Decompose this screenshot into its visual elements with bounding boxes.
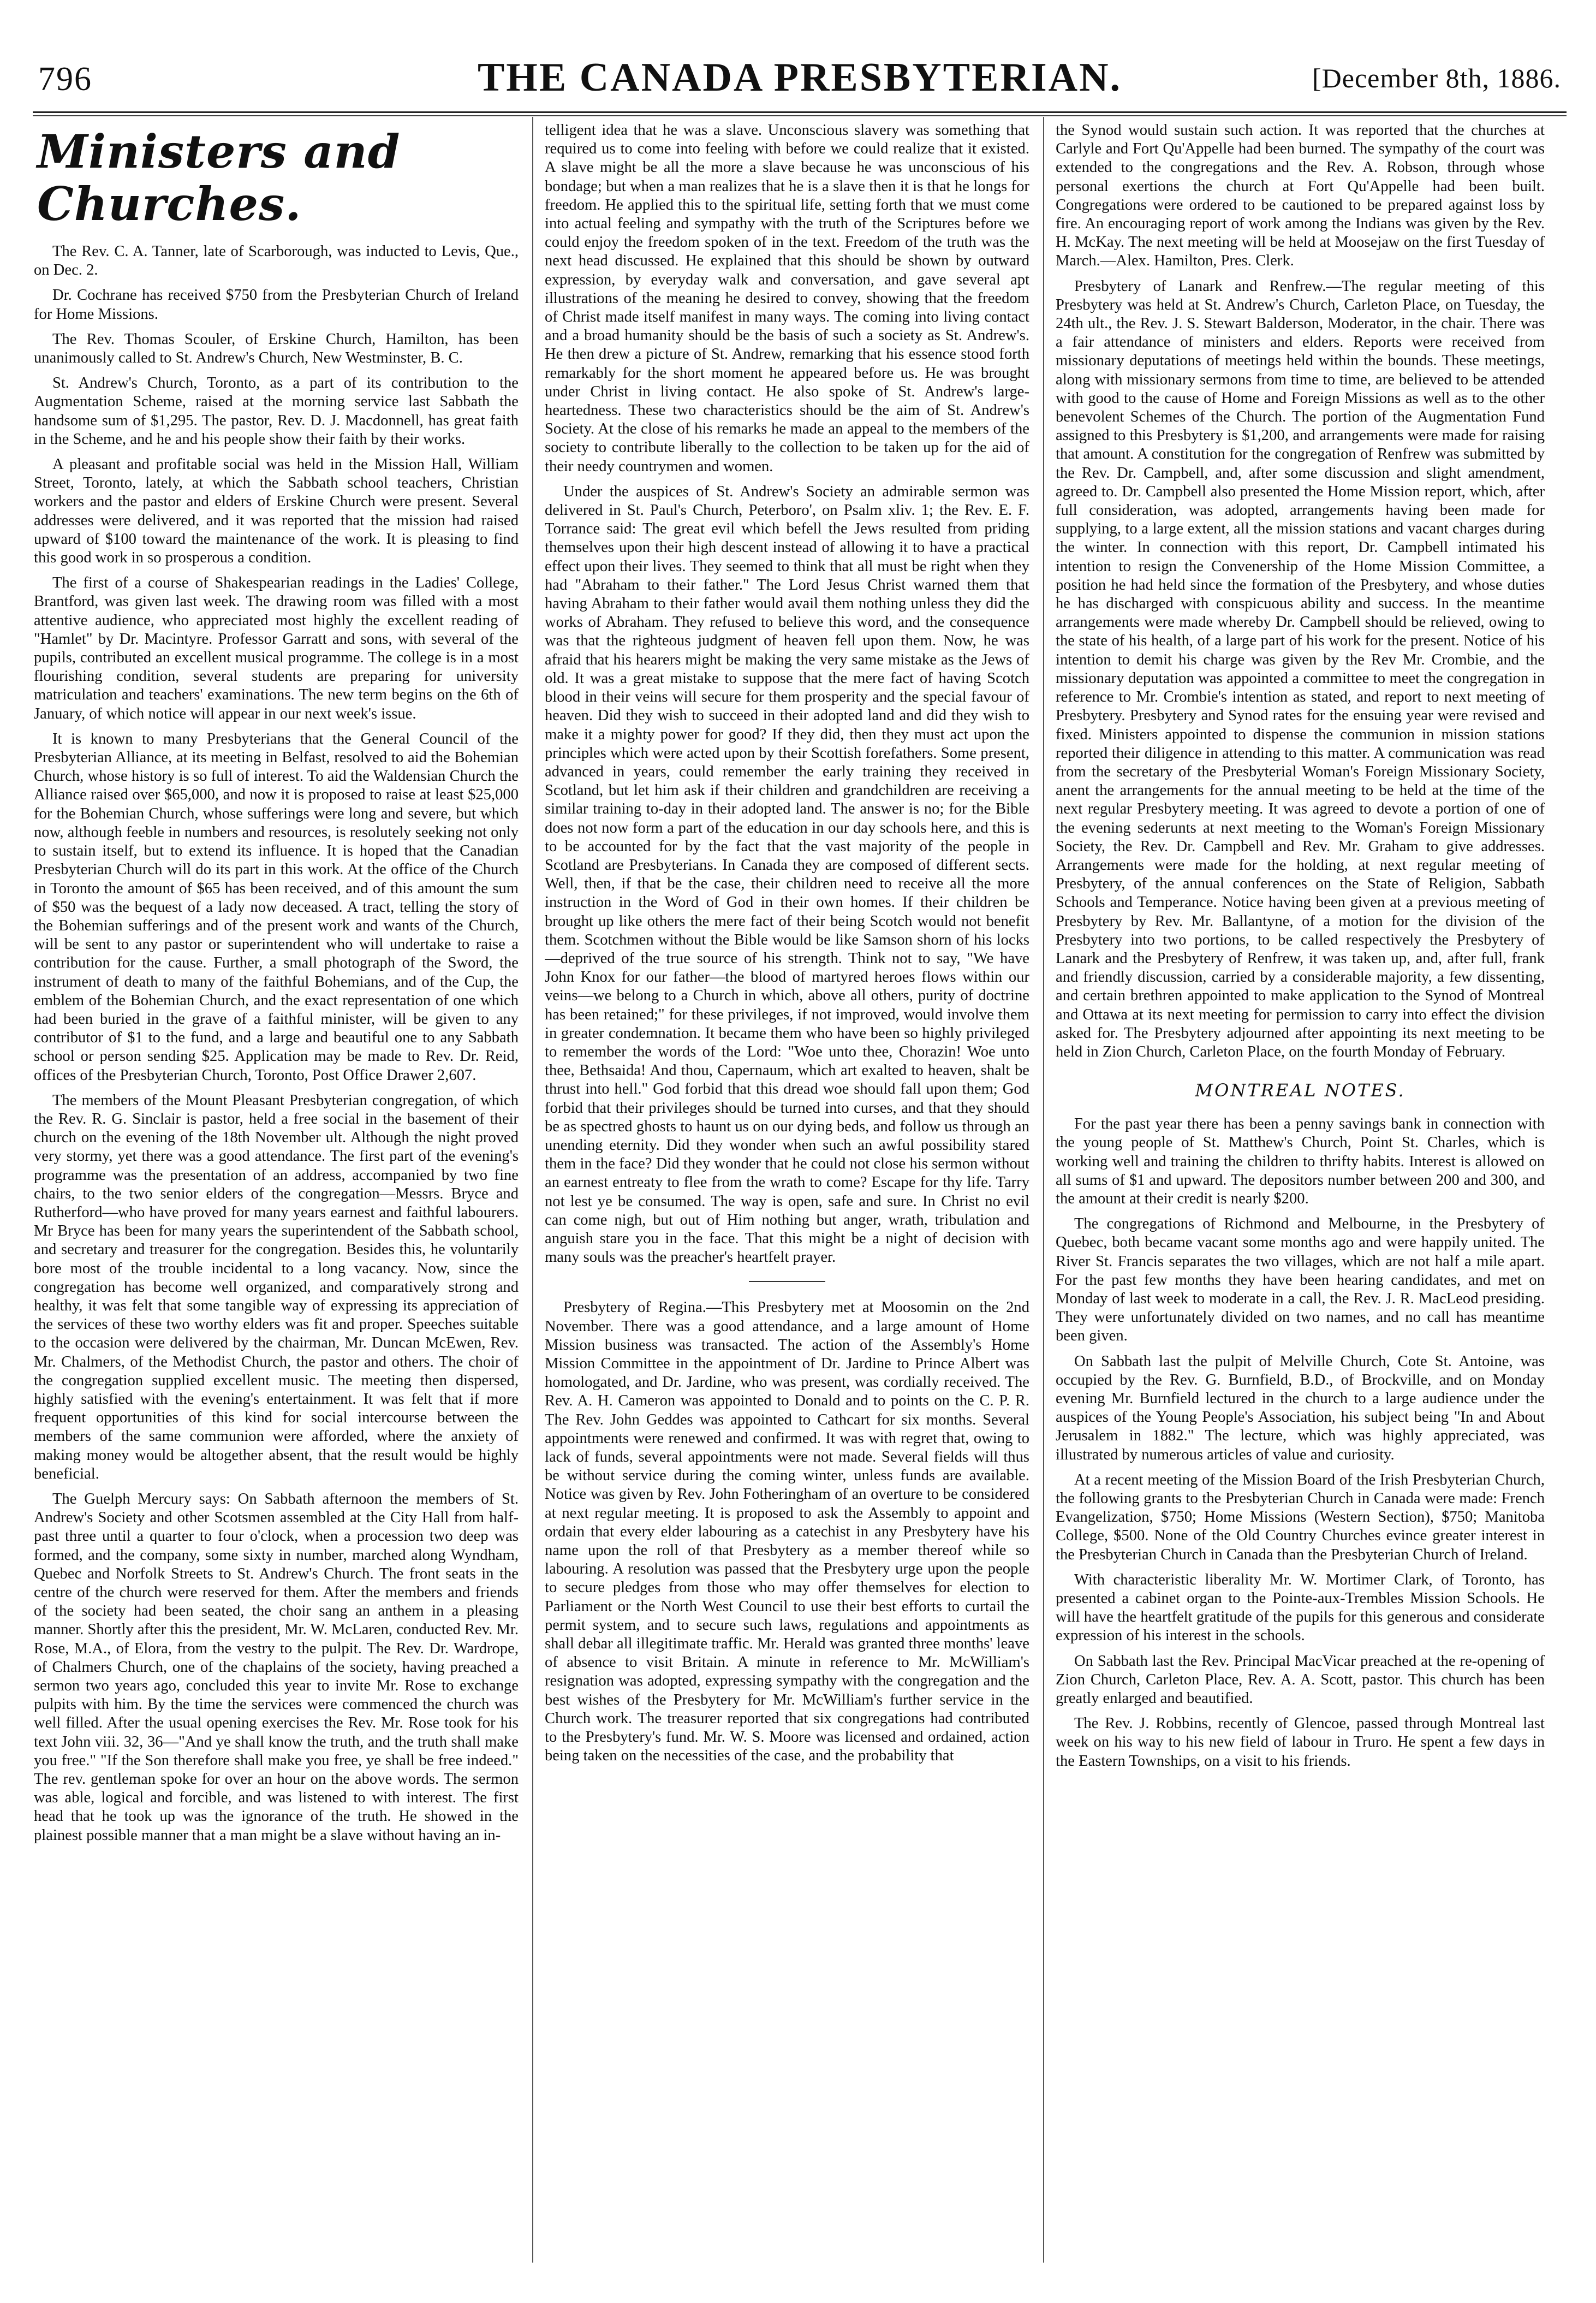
section-divider bbox=[749, 1281, 825, 1282]
column-2 bbox=[545, 121, 1029, 2262]
subsection-title: MONTREAL NOTES. bbox=[1195, 1080, 1406, 1101]
news-item: The Guelph Mercury says: On Sabbath afternoon the members of St. Andrew's Society and other Scotsmen assembled at the City Hall from half-past three until a quarter to four o'clock, when a procession two deep was formed, and the company, some sixty in number, marched along Wyndham, Quebec and Norfolk Streets to St. Andrew's Church. The front seats in the centre of the church were reserved for them. After the members and friends of the society had been seated, the choir sang an anthem in a pleasing manner. Shortly after this the president, Mr. W. McLaren, conducted Rev. Mr. Rose, M.A., of Elora, from the vestry to the pulpit. The Rev. Dr. Wardrope, of Chalmers Church, one of the chaplains of the society, having preached a sermon two years ago, concluded this year to invite Mr. Rose to exchange pulpits with him. By the time the services were commenced the church was well filled. After the usual opening exercises the Rev. Mr. Rose took for his text John viii. 32, 36—"And ye shall know the truth, and the truth shall make you free." "If the Son therefore shall make you free, ye shall be free indeed." The rev. gentleman spoke for over an hour on the above words. The sermon was able, logical and forcible, and was listened to with interest. The first head that he took up was the ignorance of the truth. He showed in the plainest possible manner that a man might be a slave without having an in- bbox=[34, 1491, 519, 1844]
column-divider bbox=[532, 117, 533, 2263]
news-item: The congregations of Richmond and Melbourne, in the Presbytery of Quebec, both became vacant some months ago and were happily united. The River St. Francis separates the two villages, which are not half a mile apart. For the past few months they have been hearing candidates, and met on Monday of last week to moderate in a call, the Rev. J. R. MacLeod presiding. They were unfortunately divided on two names, and no call has meantime been given. bbox=[1056, 1215, 1545, 1345]
header-rule-thin bbox=[33, 115, 1567, 116]
news-item: On Sabbath last the pulpit of Melville Church, Cote St. Antoine, was occupied by the Rev. G. Burnfield, B.D., of Brockville, and on Monday evening Mr. Burnfield lectured in the church to a large audience under the auspices of the Young People's Association, his subject being "In and About Jerusalem in 1882." The lecture, which was highly appreciated, was illustrated by numerous articles of value and curiosity. bbox=[1056, 1352, 1545, 1463]
page-header bbox=[33, 26, 1567, 108]
news-item: The Rev. Thomas Scouler, of Erskine Church, Hamilton, has been unanimously called to St. Andrew's Church, New Westminster, B. C. bbox=[34, 330, 519, 367]
news-item: The first of a course of Shakespearian readings in the Ladies' College, Brantford, was given last week. The drawing room was filled with a most attentive audience, who appreciated most highly the excellent reading of "Hamlet" by Dr. Macintyre. Professor Garratt and sons, with several of the pupils, contributed an excellent musical programme. The college is in a most flourishing condition, several students are preparing for university matriculation and teachers' examinations. The new term begins on the 6th of January, of which notice will appear in our next week's issue. bbox=[34, 574, 519, 722]
section-title: Ministers and Churches. bbox=[37, 124, 401, 231]
issue-date: [December 8th, 1886. bbox=[1312, 63, 1561, 93]
news-item: Under the auspices of St. Andrew's Society an admirable sermon was delivered in St. Paul's Church, Peterboro', on Psalm xliv. 1; the Rev. E. F. Torrance said: The great evil which befell the Jews resulted from priding themselves upon their high descent instead of allowing it to have a practical effect upon their lives. They seemed to think that all must be right when they had "Abraham to their father." The Lord Jesus Christ warned them that having Abraham to their father would avail them nothing unless they did the works of Abraham. They refused to believe this word, and the consequence was that the righteous judgment of heaven fell upon them. Now, he was afraid that his hearers might be making the very same mistake as the Jews of old. It was a great mistake to suppose that the mere fact of having Scotch blood in their veins will secure for them prosperity and the special favour of heaven. Did they wish to succeed in their adopted land and did they wish to make it a mighty power for good? If they did, then they must act upon the principles which were acted upon by their Scottish forefathers. Some present, advanced in years, could remember the early training they received in Scotland, but let him ask if their children and grandchildren are receiving a similar training to-day in their adopted land. The answer is no; for the Bible does not now form a part of the education in our day schools here, and this is to be accounted for by the fact that the vast majority of the people in Scotland are Presbyterians. In Canada they are composed of different sects. Well, then, if that be the case, their children need to receive all the more instruction in the Word of God in their own homes. If their children be brought up like others the mere fact of their being Scotch would not benefit them. Scotchmen without the Bible would be like Samson shorn of his locks—deprived of the true source of his strength. Think not to say, "We have John Knox for our father—the blood of martyred heroes flows within our veins—we belong to a Church in which, above all others, purity of doctrine has been retained;" for these privileges, if not improved, would involve them in greater condemnation. It became them who have been so highly privileged to remember the words of the Lord: "Woe unto thee, Chorazin! Woe unto thee, Bethsaida! And thou, Capernaum, which art exalted to heaven, shalt be thrust into hell." God forbid that this dread woe should fall upon them; God forbid that their privileges should be turned into curses, and that they should be as spectred ghosts to haunt us on our dying beds, and follow us through an unending eternity. Did they wonder when such an awful possibility stared them in the face? Did they wonder that he could not close his sermon without an earnest entreaty to flee from the wrath to come? Escape for thy life. Tarry not lest ye be consumed. The way is open, safe and sure. In Christ no evil can come nigh, but out of Him nothing but anger, wrath, tribulation and anguish stare you in the face. That this might be a night of decision with many souls was the preacher's heartfelt prayer. bbox=[545, 483, 1029, 1266]
page-number: 796 bbox=[38, 61, 92, 98]
presbytery-report-continued: the Synod would sustain such action. It was reported that the churches at Carlyle and Fort Qu'Appelle had been burned. The sympathy of the court was extended to the congregations and the Rev. A. Robson, through whose personal exertions the church at Fort Qu'Appelle had been built. Congregations were ordered to be cautioned to be prepared against loss by fire. An encouraging report of work among the Indians was given by the Rev. H. McKay. The next meeting will be held at Moosejaw on the first Tuesday of March.—Alex. Hamilton, Pres. Clerk. bbox=[1056, 122, 1545, 270]
presbytery-report: Presbytery of Regina.—This Presbytery met at Moosomin on the 2nd November. There was a good attendance, and a large amount of Home Mission business was transacted. The action of the Assembly's Home Mission Committee in the appointment of Dr. Jardine to Prince Albert was homologated, and Dr. Jardine, who was present, was cordially received. The Rev. A. H. Cameron was appointed to Donald and to points on the C. P. R. The Rev. John Geddes was appointed to Cathcart for six months. Several appointments were renewed and confirmed. It was with regret that, owing to lack of funds, several appointments were not made. Several fields will thus be without service during the coming winter, unless funds are available. Notice was given by Rev. John Fotheringham of an overture to be considered at next regular meeting. It is proposed to ask the Assembly to appoint and ordain that every elder labouring as a catechist in any Presbytery have his name upon the roll of that Presbytery as a member thereof while so labouring. A resolution was passed that the Presbytery urge upon the people to secure pledges from those who may offer themselves for election to Parliament or the North West Council to use their best efforts to curtail the permit system, and to secure such laws, regulations and appointments as shall debar all illegitimate traffic. Mr. Herald was granted three months' leave of absence to visit Britain. A minute in reference to Mr. McWilliam's resignation was adopted, expressing sympathy with the congregation and the best wishes of the Presbytery for Mr. McWilliam's further service in the Church work. The treasurer reported that six congregations had contributed to the Presbytery's fund. Mr. W. S. Moore was licensed and ordained, action being taken on the necessities of the case, and the probability that bbox=[545, 1299, 1029, 1765]
news-item: Dr. Cochrane has received $750 from the Presbyterian Church of Ireland for Home Missions. bbox=[34, 287, 519, 323]
masthead-title: THE CANADA PRESBYTERIAN. bbox=[477, 55, 1122, 100]
news-item: The Rev. C. A. Tanner, late of Scarborough, was inducted to Levis, Que., on Dec. 2. bbox=[34, 243, 519, 279]
news-item: On Sabbath last the Rev. Principal MacVicar preached at the re-opening of Zion Church, Carleton Place, Rev. A. A. Scott, pastor. This church has been greatly enlarged and beautified. bbox=[1056, 1652, 1545, 1707]
news-item: With characteristic liberality Mr. W. Mortimer Clark, of Toronto, has presented a cabinet organ to the Pointe-aux-Trembles Mission Schools. He will have the heartfelt gratitude of the pupils for this generous and considerate expression of his interest in the schools. bbox=[1056, 1571, 1545, 1645]
news-item: At a recent meeting of the Mission Board of the Irish Presbyterian Church, the following grants to the Presbyterian Church in Canada were made: French Evangelization, $750; Home Missions (Western Section), $750; Manitoba College, $500. None of the Old Country Churches evince greater interest in the Presbyterian Church in Canada than the Presbyterian Church of Ireland. bbox=[1056, 1471, 1545, 1563]
news-item: For the past year there has been a penny savings bank in connection with the young people of St. Matthew's Church, Point St. Charles, which is working well and training the children to thrifty habits. Interest is allowed on all sums of $1 and upward. The depositors number between 200 and 300, and the amount at their credit is nearly $200. bbox=[1056, 1115, 1545, 1207]
column-divider bbox=[1043, 117, 1044, 2263]
column-1 bbox=[34, 121, 519, 2262]
news-item: St. Andrew's Church, Toronto, as a part of its contribution to the Augmentation Scheme, raised at the morning service last Sabbath the handsome sum of $1,295. The pastor, Rev. D. J. Macdonnell, has great faith in the Scheme, and he and his people show their faith by their works. bbox=[34, 375, 519, 448]
news-item: The members of the Mount Pleasant Presbyterian congregation, of which the Rev. R. G. Sinclair is pastor, held a free social in the basement of their church on the evening of the 18th November ult. Although the night proved very stormy, yet there was a good attendance. The first part of the evening's programme was the presentation of an address, accompanied by two fine chairs, to the two senior elders of the congregation—Messrs. Bryce and Rutherford—who have proved for many years earnest and faithful labourers. Mr Bryce has been for many years the superintendent of the Sabbath school, and secretary and treasurer for the congregation. Besides this, he voluntarily bore most of the trouble incidental to a long vacancy. Now, since the congregation has become well organized, and comparatively strong and healthy, it was felt that some tangible way of expressing its appreciation of the services of these two worthy elders was fit and proper. Speeches suitable to the occasion were delivered by the chairman, Mr. Duncan McEwen, Rev. Mr. Chalmers, of the Methodist Church, the pastor and others. The choir of the congregation supplied excellent music. The meeting then dispersed, highly satisfied with the evening's entertainment. It was felt that if more frequent opportunities of this kind for social intercourse between the members of the same communion were afforded, where the anxiety of making money would be altogether absent, that the result would be highly beneficial. bbox=[34, 1091, 519, 1482]
news-item: It is known to many Presbyterians that the General Council of the Presbyterian Alliance, at its meeting in Belfast, resolved to aid the Bohemian Church, whose history is so full of interest. To aid the Waldensian Church the Alliance raised over $65,000, and now it is proposed to raise at least $25,000 for the Bohemian Church, whose sufferings were long and severe, but which now, although feeble in numbers and resources, is resolutely seeking not only to sustain itself, but to extend its influence. It is hoped that the Canadian Presbyterian Church will do its part in this work. At the office of the Church in Toronto the amount of $65 has been received, and of this amount the sum of $50 was the bequest of a lady now deceased. A tract, telling the story of the Bohemian sufferings and of the present work and wants of the Church, will be sent to any pastor or superintendent who will undertake to raise a contribution for the cause. Further, a small photograph of the Sword, the instrument of death to many of the faithful Bohemians, and of the Cup, the emblem of the Bohemian Church, and the exact representation of one which had been buried in the grave of a faithful minister, will be given to any contributor of $1 to the fund, and a large and beautiful one to any Sabbath school or person sending $25. Application may be made to Rev. Dr. Reid, offices of the Presbyterian Church, Toronto, Post Office Drawer 2,607. bbox=[34, 730, 519, 1084]
column-3 bbox=[1056, 121, 1545, 2262]
header-rule bbox=[33, 111, 1567, 113]
news-item: A pleasant and profitable social was held in the Mission Hall, William Street, Toronto, lately, at which the Sabbath school teachers, Christian workers and the pastor and elders of Erskine Church were present. Several addresses were delivered, and it was reported that the mission had raised upward of $100 toward the maintenance of the work. It is pleasing to find this good work in so prosperous a condition. bbox=[34, 456, 519, 567]
news-item-continued: telligent idea that he was a slave. Unconscious slavery was something that required us to come into feeling with before we could realize that it existed. A slave might be all the more a slave because he was unconscious of his bondage; but when a man realizes that he is a slave then it is that he longs for freedom. He applied this to the spiritual life, setting forth that we must come into actual feeling and sympathy with the truth of the Scriptures before we could enjoy the freedom spoken of in the text. Freedom of the truth was the next head discussed. He explained that this should be shown by outward expression, by everyday walk and conversation, and gave several apt illustrations of the meaning he desired to convey, showing that the freedom of Christ made itself manifest in many ways. The coming into living contact and a broad humanity should be the basis of such a society as St. Andrew's. He then drew a picture of St. Andrew, remarking that his essence stood forth remarkably for the short moment he appeared before us. He was brought under Christ in living contact. He also spoke of St. Andrew's large-heartedness. These two characteristics should be the aim of St. Andrew's Society. At the close of his remarks he made an appeal to the members of the society to contribute liberally to the collection to be taken up for the aid of their needy countrymen and women. bbox=[545, 122, 1029, 475]
news-item: The Rev. J. Robbins, recently of Glencoe, passed through Montreal last week on his way to his new field of labour in Truro. He spent a few days in the Eastern Townships, on a visit to his friends. bbox=[1056, 1715, 1545, 1770]
presbytery-report: Presbytery of Lanark and Renfrew.—The regular meeting of this Presbytery was held at St. Andrew's Church, Carleton Place, on Tuesday, the 24th ult., the Rev. J. S. Stewart Balderson, Moderator, in the chair. There was a fair attendance of ministers and elders. Reports were received from missionary deputations of meetings held within the bounds. These meetings, along with missionary sermons from time to time, are believed to be attended with good to the cause of Home and Foreign Missions as well as to the other benevolent Schemes of the Church. The portion of the Augmentation Fund assigned to this Presbytery is $1,200, and arrangements were made for raising that amount. A constitution for the congregation of Renfrew was submitted by the Rev. Dr. Campbell, and, after some discussion and slight amendment, agreed to. Dr. Campbell also presented the Home Mission report, which, after full consideration, was adopted, arrangements having been made for supplying, to a large extent, all the mission stations and vacant charges during the winter. In connection with this report, Dr. Campbell intimated his intention to resign the Convenership of the Home Mission Committee, a position he had held since the formation of the Presbytery, and whose duties he has discharged with conspicuous ability and success. In the meantime arrangements were made whereby Dr. Campbell should be relieved, owing to the state of his health, of a large part of his work for the present. Notice of his intention to demit his charge was given by the Rev Mr. Crombie, and the missionary deputation was appointed a committee to meet the congregation in reference to Mr. Crombie's intention as stated, and report to next meeting of Presbytery. Presbytery and Synod rates for the ensuing year were revised and fixed. Ministers appointed to dispense the communion in mission stations reported their diligence in attending to this matter. A communication was read from the secretary of the Presbyterial Woman's Foreign Missionary Society, anent the arrangements for the annual meeting to be held at the time of the next regular Presbytery meeting. It was agreed to devote a portion of one of the evening sederunts at next meeting to the Woman's Foreign Missionary Society, the Rev. Dr. Campbell and Rev. Mr. Graham to give addresses. Arrangements were made for the holding, at next regular meeting of Presbytery, of the annual conferences on the State of Religion, Sabbath Schools and Temperance. Notice having been given at a previous meeting of Presbytery by Rev. Mr. Ballantyne, of a motion for the division of the Presbytery into two portions, to be called respectively the Presbytery of Lanark and the Presbytery of Renfrew, it was taken up, and, after full, frank and friendly discussion, carried by a considerable majority, a few dissenting, and certain brethren appointed to make application to the Synod of Montreal and Ottawa at its next meeting for permission to carry into effect the division asked for. The Presbytery adjourned after appointing its next meeting to be held in Zion Church, Carleton Place, on the fourth Monday of February. bbox=[1056, 277, 1545, 1060]
